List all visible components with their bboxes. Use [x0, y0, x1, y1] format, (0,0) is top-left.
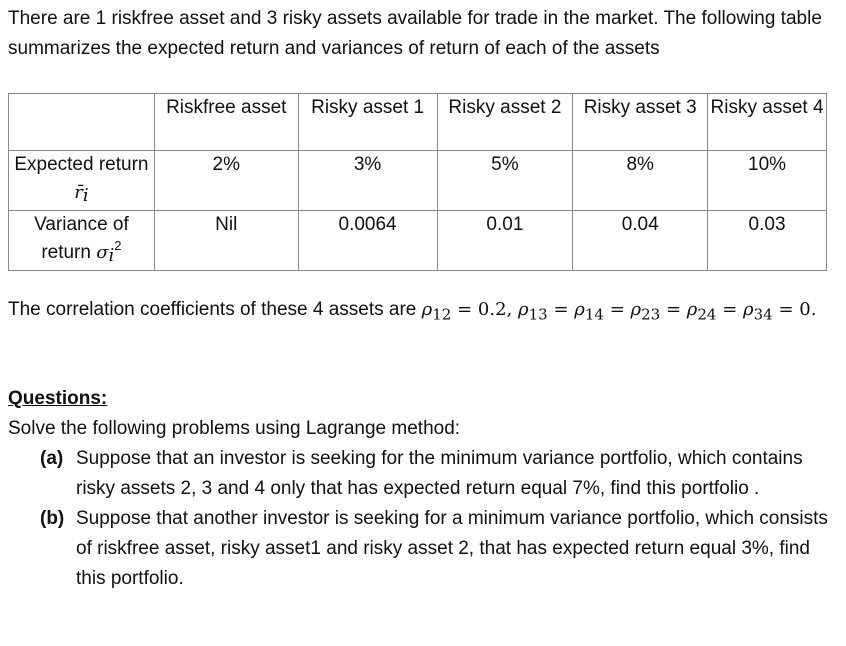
return-symbol-subscript: i: [82, 185, 89, 206]
questions-title: Questions:: [8, 388, 108, 409]
table-cell: 0.0064: [298, 211, 437, 271]
table-row-variance: [9, 211, 827, 271]
table-cell: 10%: [708, 151, 827, 211]
table-cell: Nil: [154, 211, 298, 271]
header-cell-risky-2: Risky asset 2: [437, 94, 573, 151]
row-label-text: Variance of return: [34, 214, 129, 263]
table-cell: 8%: [573, 151, 708, 211]
question-a: [8, 444, 838, 504]
table-row-expected-return: [9, 151, 827, 211]
questions-section: [8, 384, 838, 594]
correlation-statement: [8, 293, 838, 332]
questions-instruction: Solve the following problems using Lagrange method:: [8, 418, 461, 439]
table-cell: 3%: [298, 151, 437, 211]
table-cell: 2%: [154, 151, 298, 211]
header-cell-risky-4: Risky asset 4: [708, 94, 827, 151]
return-symbol: r̄: [74, 182, 83, 203]
question-label: (a): [40, 448, 64, 469]
row-label-expected-return: [9, 151, 155, 211]
variance-symbol-superscript: 2: [114, 238, 122, 253]
question-text: Suppose that an investor is seeking for the minimum variance portfolio, which contains risky assets 2, 3 and 4 only that has expected return equal 7%, find this portfolio .: [76, 448, 803, 499]
row-label-text: Expected return: [14, 154, 149, 175]
question-text: Suppose that another investor is seeking for a minimum variance portfolio, which consists of riskfree asset, risky asset1 and risky asset 2, that has expected return equal 3%, find this portfolio.: [76, 508, 828, 589]
question-label: (b): [40, 508, 65, 529]
row-label-variance: [9, 211, 155, 271]
table-header-row: [9, 94, 827, 151]
header-cell-risky-1: Risky asset 1: [298, 94, 437, 151]
correlation-lead: The correlation coefficients of these 4 assets are: [8, 299, 417, 320]
header-cell-risky-3: Risky asset 3: [573, 94, 708, 151]
table-cell: 0.03: [708, 211, 827, 271]
table-cell: 0.04: [573, 211, 708, 271]
asset-table: [8, 93, 827, 271]
header-cell-empty: [9, 94, 155, 151]
table-cell: 5%: [437, 151, 573, 211]
intro-paragraph: There are 1 riskfree asset and 3 risky assets available for trade in the market. The following table summarizes the expected return and variances of return of each of the assets: [8, 8, 822, 59]
variance-symbol-subscript: i: [108, 245, 115, 266]
table-cell: 0.01: [437, 211, 573, 271]
question-b: [8, 504, 838, 594]
correlation-formula: $\rho_{12} = 0.2$, $\rho_{13} = \rho_{14} = \rho_{23} = \rho_{24} = \rho_{34} = 0$.: [421, 299, 817, 324]
variance-symbol: σ: [96, 242, 109, 263]
questions-list: [8, 444, 838, 594]
header-cell-riskfree: Riskfree asset: [154, 94, 298, 151]
